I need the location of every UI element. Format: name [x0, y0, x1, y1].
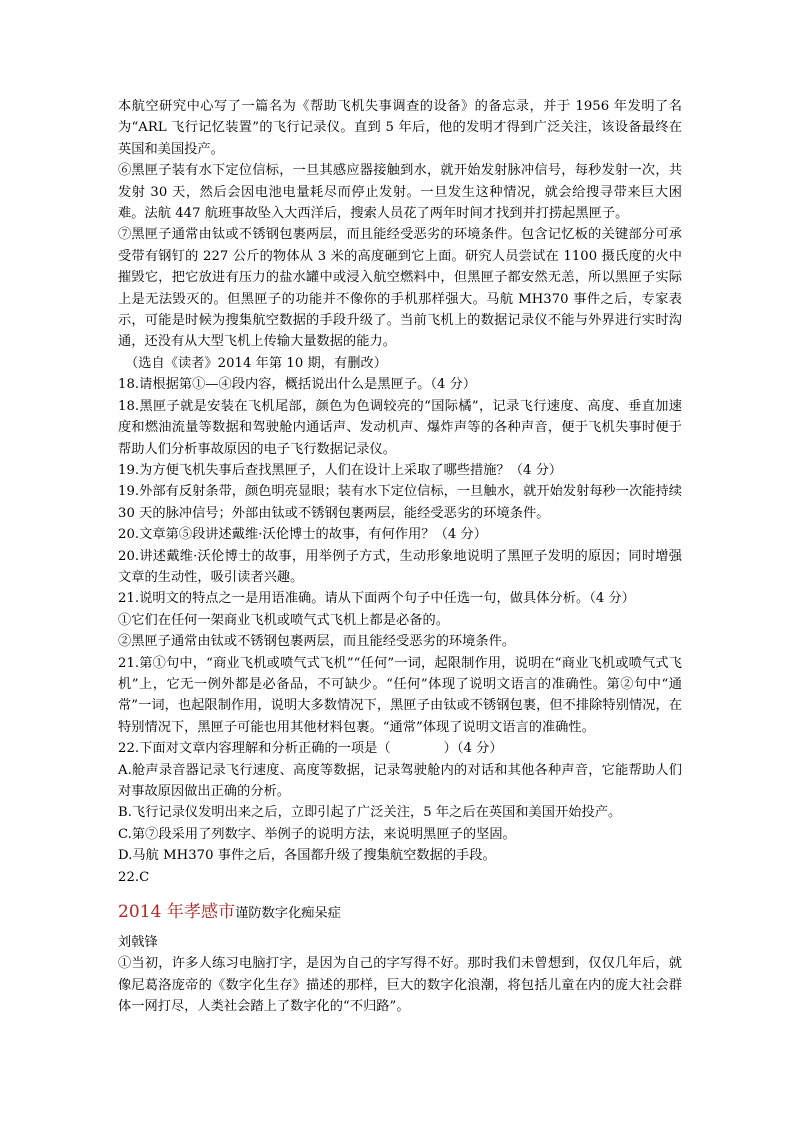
question-19: 19.为方便飞机失事后查找黑匣子，人们在设计上采取了哪些措施？（4 分）	[118, 462, 563, 478]
paragraph-6: ⑥黑匣子装有水下定位信标，一旦其感应器接触到水，就开始发射脉冲信号，每秒发射一次，共发射 30 天，然后会因电池电量耗尽而停止发射。一旦发生这种情况，就会给搜寻带来巨大困难。法航 447 航班事故坠入大西洋后，搜索人员花了两年时间才找到并打捞起黑匣子。	[118, 163, 682, 222]
heading-article-title: 谨防数字化痴呆症	[235, 906, 342, 922]
heading-year-city: 2014 年孝感市	[118, 902, 236, 923]
question-22: 22.下面对文章内容理解和分析正确的一项是（ ）（4 分）	[118, 741, 503, 757]
question-20: 20.文章第⑤段讲述戴维·沃伦博士的故事，有何作用？（4 分）	[118, 527, 487, 543]
author-name: 刘戟锋	[118, 935, 158, 951]
source-note: （选自《读者》2014 年第 10 期，有删改）	[125, 355, 387, 371]
option-c: C.第⑦段采用了列数字、举例子的说明方法，来说明黑匣子的坚固。	[118, 826, 516, 842]
option-b: B.飞行记录仪发明出来之后，立即引起了广泛关注，5 年之后在英国和美国开始投产。	[118, 805, 622, 821]
option-d: D.马航 MH370 事件之后，各国都升级了搜集航空数据的手段。	[118, 848, 496, 864]
paragraph-intro: 本航空研究中心写了一篇名为《帮助飞机失事调查的设备》的备忘录，并于 1956 年发明了名为“ARL 飞行记忆装置”的飞行记录仪。直到 5 年后，他的发明才得到广泛关注，该设备最终在英国和美国投产。	[118, 99, 682, 157]
answer-22: 22.C	[118, 869, 150, 885]
tail-paragraph-1: ①当初，许多人练习电脑打字，是因为自己的字写得不好。那时我们未曾想到，仅仅几年后，就像尼葛洛庞帝的《数字化生存》描述的那样，巨大的数字化浪潮，将包括儿童在内的庞大社会群体一网打尽，人类社会踏上了数字化的“不归路”。	[118, 956, 682, 1015]
answer-19: 19.外部有反射条带，颜色明亮显眼；装有水下定位信标，一旦触水，就开始发射每秒一次能持续 30 天的脉冲信号；外部由钛或不锈钢包裹两层，能经受恶劣的环境条件。	[118, 484, 682, 521]
sentence-1: ①它们在任何一架商业飞机或喷气式飞机上都是必备的。	[118, 612, 449, 628]
question-21: 21.说明文的特点之一是用语准确。请从下面两个句子中任选一句，做具体分析。（4 分）	[118, 591, 635, 607]
section-heading	[118, 900, 682, 926]
document-page	[118, 96, 682, 1018]
answer-18: 18.黑匣子就是安装在飞机尾部，颜色为色调较亮的“国际橘”，记录飞行速度、高度、垂直加速度和燃油流量等数据和驾驶舱内通话声、发动机声、爆炸声等的各种声音，便于飞机失事时便于帮助人们分析事故原因的电子飞行数据记录仪。	[118, 398, 682, 457]
paragraph-7: ⑦黑匣子通常由钛或不锈钢包裹两层，而且能经受恶劣的环境条件。包含记忆板的关键部分可承受带有钢钉的 227 公斤的物体从 3 米的高度砸到它上面。研究人员尝试在 1100 摄氏度的火中摧毁它，把它放进有压力的盐水罐中或浸入航空燃料中，但黑匣子都安然无恙，所以黑匣子实际上是无法毁灭的。但黑匣子的功能并不像你的手机那样强大。马航 MH370 事件之后，专家表示，可能是时候为搜集航空数据的手段升级了。当前飞机上的数据记录仪不能与外界进行实时沟通，还没有从大型飞机上传输大量数据的能力。	[118, 227, 682, 350]
option-a: A.舱声录音器记录飞行速度、高度等数据，记录驾驶舱内的对话和其他各种声音，它能帮助人们对事故原因做出正确的分析。	[118, 762, 682, 799]
answer-20: 20.讲述戴维·沃伦博士的故事，用举例子方式，生动形象地说明了黑匣子发明的原因；同时增强文章的生动性，吸引读者兴趣。	[118, 548, 682, 585]
sentence-2: ②黑匣子通常由钛或不锈钢包裹两层，而且能经受恶劣的环境条件。	[118, 634, 516, 650]
question-18: 18.请根据第①—④段内容，概括说出什么是黑匣子。（4 分）	[118, 377, 477, 393]
answer-21: 21.第①句中，“商业飞机或喷气式飞机”“任何”一词，起限制作用，说明在“商业飞机或喷气式飞机”上，它无一例外都是必备品，不可缺少。“任何”体现了说明文语言的准确性。第②句中“通常”一词，也起限制作用，说明大多数情况下，黑匣子由钛或不锈钢包裹，但不排除特别情况，在特别情况下，黑匣子可能也用其他材料包裹。“通常”体现了说明文语言的准确性。	[118, 655, 682, 735]
